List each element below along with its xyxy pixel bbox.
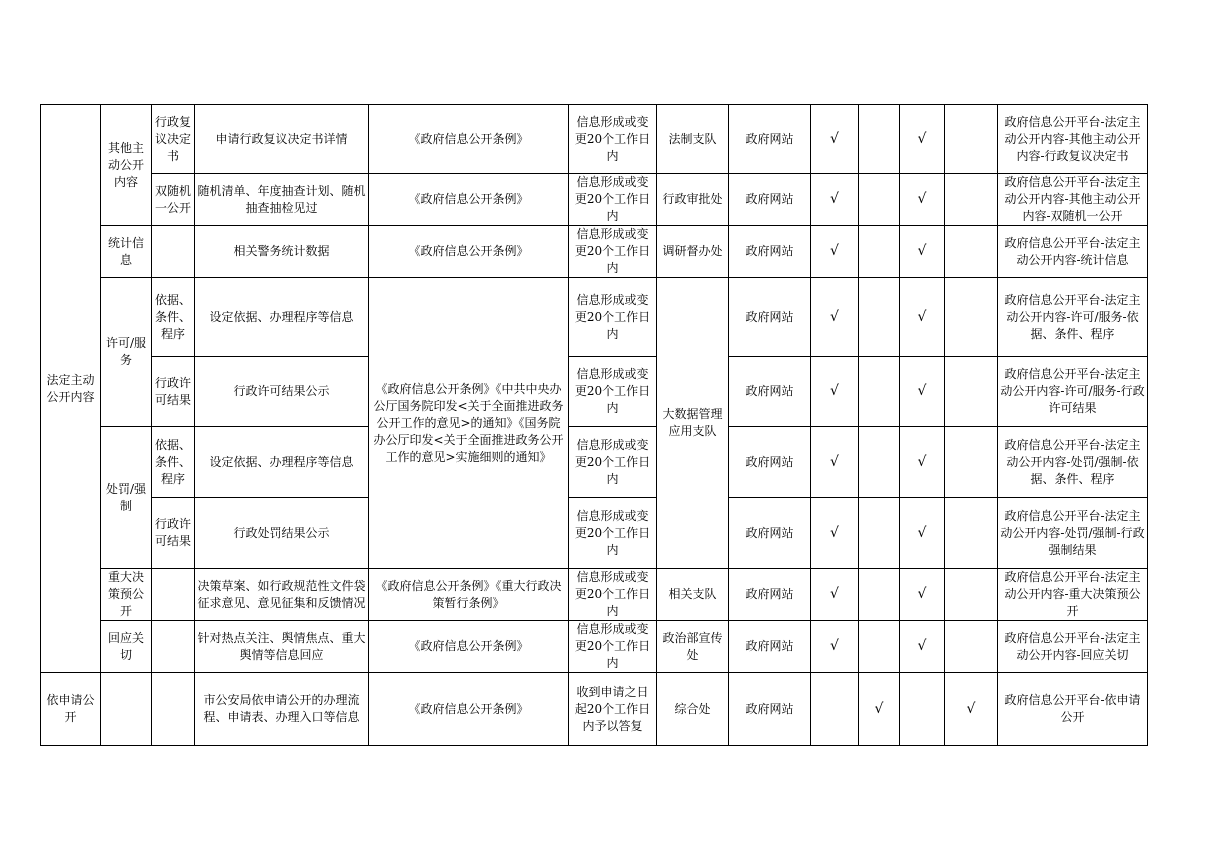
- path-cell: 政府信息公开平台-法定主动公开内容-回应关切: [998, 621, 1148, 673]
- check-cell: [900, 673, 945, 746]
- check-cell: [859, 621, 900, 673]
- item-cell: 设定依据、办理程序等信息: [195, 278, 369, 357]
- path-cell: 政府信息公开平台-法定主动公开内容-其他主动公开内容-行政复议决定书: [998, 105, 1148, 174]
- table-row: [41, 498, 1148, 569]
- level1-cell: 统计信息: [101, 226, 152, 278]
- check-cell: [945, 174, 998, 226]
- check-cell: √: [811, 569, 859, 621]
- check-cell: [859, 105, 900, 174]
- basis-cell: 《政府信息公开条例》: [369, 105, 569, 174]
- check-cell: √: [811, 174, 859, 226]
- channel-cell: 政府网站: [729, 278, 811, 357]
- dept-cell: 综合处: [657, 673, 729, 746]
- check-cell: √: [811, 427, 859, 498]
- check-cell: [945, 498, 998, 569]
- item-cell: 市公安局依申请公开的办理流程、申请表、办理入口等信息: [195, 673, 369, 746]
- check-cell: √: [811, 105, 859, 174]
- deadline-cell: 信息形成或变更20个工作日内: [569, 427, 657, 498]
- item-cell: 申请行政复议决定书详情: [195, 105, 369, 174]
- deadline-cell: 信息形成或变更20个工作日内: [569, 278, 657, 357]
- check-cell: [945, 621, 998, 673]
- level1-cell: 其他主动公开内容: [101, 105, 152, 226]
- dept-cell: 法制支队: [657, 105, 729, 174]
- deadline-cell: 信息形成或变更20个工作日内: [569, 621, 657, 673]
- dept-cell: 行政审批处: [657, 174, 729, 226]
- check-cell: √: [811, 278, 859, 357]
- check-cell: [859, 174, 900, 226]
- check-cell: [859, 278, 900, 357]
- item-cell: 设定依据、办理程序等信息: [195, 427, 369, 498]
- check-cell: [945, 226, 998, 278]
- item-cell: 行政许可结果公示: [195, 357, 369, 427]
- channel-cell: 政府网站: [729, 105, 811, 174]
- level2-cell: [152, 226, 195, 278]
- level1-cell: 处罚/强制: [101, 427, 152, 569]
- basis-cell: 《政府信息公开条例》: [369, 621, 569, 673]
- check-cell: √: [900, 569, 945, 621]
- check-cell: [945, 357, 998, 427]
- dept-cell: 大数据管理应用支队: [657, 278, 729, 569]
- level2-cell: 依据、条件、程序: [152, 427, 195, 498]
- channel-cell: 政府网站: [729, 226, 811, 278]
- check-cell: [859, 569, 900, 621]
- check-cell: [811, 673, 859, 746]
- channel-cell: 政府网站: [729, 621, 811, 673]
- level2-cell: [152, 673, 195, 746]
- check-cell: √: [900, 357, 945, 427]
- item-cell: 随机清单、年度抽查计划、随机抽查抽检见过: [195, 174, 369, 226]
- basis-cell: 《政府信息公开条例》: [369, 673, 569, 746]
- check-cell: √: [900, 174, 945, 226]
- channel-cell: 政府网站: [729, 673, 811, 746]
- channel-cell: 政府网站: [729, 498, 811, 569]
- channel-cell: 政府网站: [729, 569, 811, 621]
- table-row: [41, 357, 1148, 427]
- basis-cell: 《政府信息公开条例》《重大行政决策暂行条例》: [369, 569, 569, 621]
- check-cell: √: [945, 673, 998, 746]
- table-row: [41, 174, 1148, 226]
- check-cell: √: [900, 226, 945, 278]
- level2-cell: [152, 569, 195, 621]
- check-cell: [859, 357, 900, 427]
- check-cell: [945, 569, 998, 621]
- check-cell: [859, 427, 900, 498]
- check-cell: √: [900, 427, 945, 498]
- table-row: [41, 673, 1148, 746]
- path-cell: 政府信息公开平台-法定主动公开内容-许可/服务-依据、条件、程序: [998, 278, 1148, 357]
- level1-cell: 许可/服务: [101, 278, 152, 427]
- category-cell: 依申请公开: [41, 673, 101, 746]
- check-cell: √: [900, 278, 945, 357]
- basis-cell: 《政府信息公开条例》: [369, 226, 569, 278]
- check-cell: √: [900, 498, 945, 569]
- dept-cell: 调研督办处: [657, 226, 729, 278]
- path-cell: 政府信息公开平台-法定主动公开内容-处罚/强制-依据、条件、程序: [998, 427, 1148, 498]
- level1-cell: 回应关切: [101, 621, 152, 673]
- check-cell: √: [811, 621, 859, 673]
- dept-cell: 政治部宣传处: [657, 621, 729, 673]
- path-cell: 政府信息公开平台-法定主动公开内容-统计信息: [998, 226, 1148, 278]
- check-cell: [859, 226, 900, 278]
- level2-cell: 依据、条件、程序: [152, 278, 195, 357]
- check-cell: [945, 427, 998, 498]
- check-cell: √: [859, 673, 900, 746]
- path-cell: 政府信息公开平台-法定主动公开内容-其他主动公开内容-双随机一公开: [998, 174, 1148, 226]
- level1-cell: 重大决策预公开: [101, 569, 152, 621]
- basis-cell: 《政府信息公开条例》《中共中央办公厅国务院印发<关于全面推进政务公开工作的意见>的通知》《国务院办公厅印发<关于全面推进政务公开工作的意见>实施细则的通知》: [369, 278, 569, 569]
- table-row: [41, 278, 1148, 357]
- item-cell: 针对热点关注、舆情焦点、重大舆情等信息回应: [195, 621, 369, 673]
- check-cell: √: [900, 105, 945, 174]
- check-cell: [945, 278, 998, 357]
- level1-cell: [101, 673, 152, 746]
- disclosure-table: [40, 104, 1148, 746]
- path-cell: 政府信息公开平台-依申请公开: [998, 673, 1148, 746]
- deadline-cell: 收到申请之日起20个工作日内予以答复: [569, 673, 657, 746]
- item-cell: 决策草案、如行政规范性文件袋征求意见、意见征集和反馈情况: [195, 569, 369, 621]
- check-cell: [945, 105, 998, 174]
- item-cell: 行政处罚结果公示: [195, 498, 369, 569]
- path-cell: 政府信息公开平台-法定主动公开内容-许可/服务-行政许可结果: [998, 357, 1148, 427]
- level2-cell: 行政复议决定书: [152, 105, 195, 174]
- item-cell: 相关警务统计数据: [195, 226, 369, 278]
- level2-cell: 行政许可结果: [152, 498, 195, 569]
- category-cell: 法定主动公开内容: [41, 105, 101, 673]
- deadline-cell: 信息形成或变更20个工作日内: [569, 105, 657, 174]
- level2-cell: 行政许可结果: [152, 357, 195, 427]
- level2-cell: [152, 621, 195, 673]
- level2-cell: 双随机一公开: [152, 174, 195, 226]
- check-cell: √: [900, 621, 945, 673]
- table-row: [41, 427, 1148, 498]
- path-cell: 政府信息公开平台-法定主动公开内容-重大决策预公开: [998, 569, 1148, 621]
- check-cell: √: [811, 226, 859, 278]
- table-row: [41, 621, 1148, 673]
- channel-cell: 政府网站: [729, 357, 811, 427]
- basis-cell: 《政府信息公开条例》: [369, 174, 569, 226]
- deadline-cell: 信息形成或变更20个工作日内: [569, 174, 657, 226]
- table-row: [41, 226, 1148, 278]
- check-cell: √: [811, 357, 859, 427]
- dept-cell: 相关支队: [657, 569, 729, 621]
- check-cell: √: [811, 498, 859, 569]
- table-row: [41, 105, 1148, 174]
- channel-cell: 政府网站: [729, 427, 811, 498]
- check-cell: [859, 498, 900, 569]
- deadline-cell: 信息形成或变更20个工作日内: [569, 569, 657, 621]
- deadline-cell: 信息形成或变更20个工作日内: [569, 357, 657, 427]
- path-cell: 政府信息公开平台-法定主动公开内容-处罚/强制-行政强制结果: [998, 498, 1148, 569]
- table-row: [41, 569, 1148, 621]
- channel-cell: 政府网站: [729, 174, 811, 226]
- deadline-cell: 信息形成或变更20个工作日内: [569, 498, 657, 569]
- deadline-cell: 信息形成或变更20个工作日内: [569, 226, 657, 278]
